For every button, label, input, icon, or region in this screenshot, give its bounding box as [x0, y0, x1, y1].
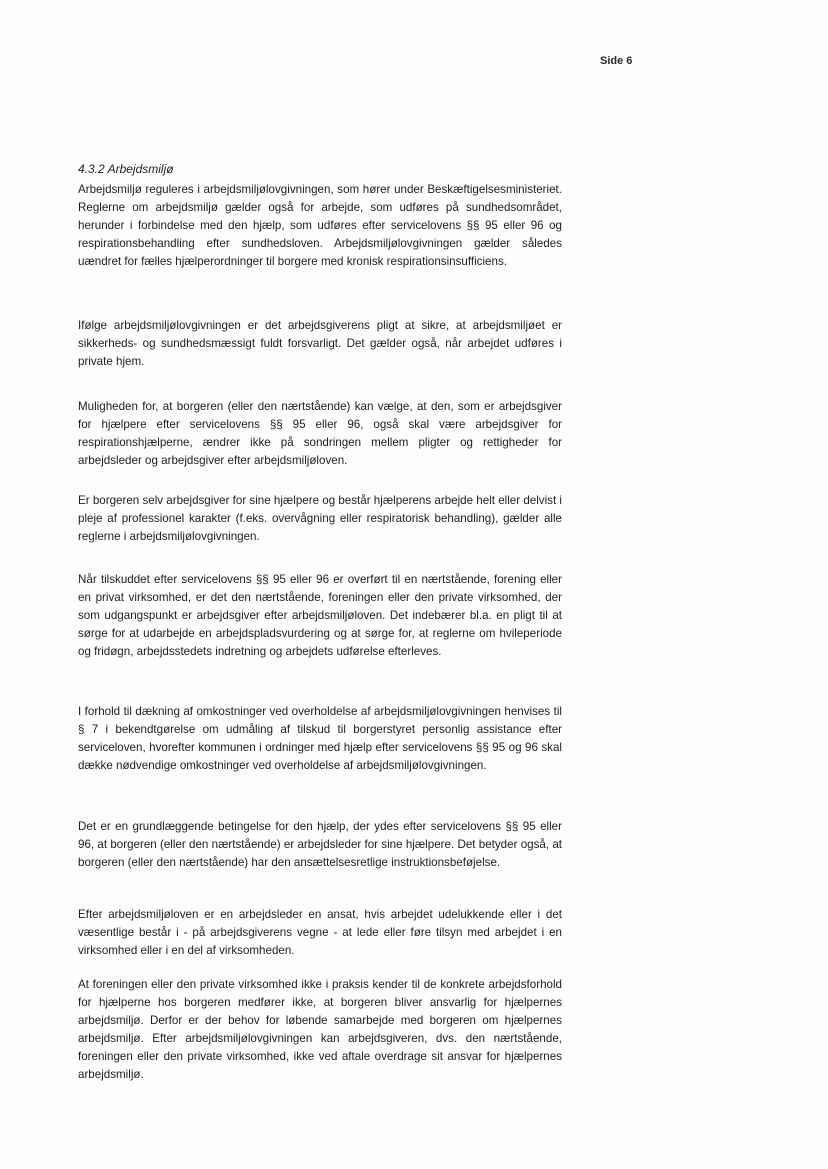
paragraph: Arbejdsmiljø reguleres i arbejdsmiljølovgivningen, som hører under Beskæftigelsesministeriet. Reglerne om arbejdsmiljø gælder også for arbejde, som udføres på sundhedsområdet, herunder i forbindelse med den hjælp, som udføres efter servicelovens §§ 95 eller 96 og respirationsbehandling efter sundhedsloven. Arbejdsmiljølovgivningen gælder således uændret for fælles hjælperordninger til borgere med kronisk respirationsinsufficiens.: [78, 183, 562, 268]
paragraph: Efter arbejdsmiljøloven er en arbejdsleder en ansat, hvis arbejdet udelukkende eller i det væsentlige består i - på arbejdsgiverens vegne - at lede eller føre tilsyn med arbejdet i en virksomhed eller i en del af virksomheden.: [78, 908, 562, 957]
section-heading: 4.3.2 Arbejdsmiljø: [78, 162, 174, 176]
paragraph: At foreningen eller den private virksomhed ikke i praksis kender til de konkrete arbejdsforhold for hjælperne hos borgeren medfører ikke, at borgeren bliver ansvarlig for hjælpernes arbejdsmiljø. Derfor er der behov for løbende samarbejde med borgeren om hjælpernes arbejdsmiljø. Efter arbejdsmiljølovgivningen kan arbejdsgiveren, dvs. den nærtstående, foreningen eller den private virksomhed, ikke ved aftale overdrage sit ansvar for hjælpernes arbejdsmiljø.: [78, 978, 562, 1081]
paragraph: I forhold til dækning af omkostninger ved overholdelse af arbejdsmiljølovgivningen henvises til § 7 i bekendtgørelse om udmåling af tilskud til borgerstyret personlig assistance efter serviceloven, hvorefter kommunen i ordninger med hjælp efter servicelovens §§ 95 og 96 skal dække nødvendige omkostninger ved overholdelse af arbejdsmiljølovgivningen.: [78, 705, 562, 772]
page-number: Side 6: [600, 55, 633, 67]
paragraph: Det er en grundlæggende betingelse for den hjælp, der ydes efter servicelovens §§ 95 eller 96, at borgeren (eller den nærtstående) er arbejdsleder for sine hjælpere. Det betyder også, at borgeren (eller den nærtstående) har den ansættelsesretlige instruktionsbeføjelse.: [78, 820, 562, 869]
paragraph: Er borgeren selv arbejdsgiver for sine hjælpere og består hjælperens arbejde helt eller delvist i pleje af professionel karakter (f.eks. overvågning eller respiratorisk behandling), gælder alle reglerne i arbejdsmiljølovgivningen.: [78, 494, 562, 543]
paragraph: Muligheden for, at borgeren (eller den nærtstående) kan vælge, at den, som er arbejdsgiver for hjælpere efter servicelovens §§ 95 eller 96, også skal være arbejdsgiver for respirationshjælperne, ændrer ikke på sondringen mellem pligter og rettigheder for arbejdsleder og arbejdsgiver efter arbejdsmiljøloven.: [78, 400, 562, 467]
paragraph: Når tilskuddet efter servicelovens §§ 95 eller 96 er overført til en nærtstående, forening eller en privat virksomhed, er det den nærtstående, foreningen eller den private virksomhed, der som udgangspunkt er arbejdsgiver efter arbejdsmiljøloven. Det indebærer bl.a. en pligt til at sørge for at udarbejde en arbejdspladsvurdering og at sørge for, at reglerne om hvileperiode og fridøgn, arbejdsstedets indretning og arbejdets udførelse efterleves.: [78, 573, 562, 658]
paragraph: Ifølge arbejdsmiljølovgivningen er det arbejdsgiverens pligt at sikre, at arbejdsmiljøet er sikkerheds- og sundhedsmæssigt fuldt forsvarligt. Det gælder også, når arbejdet udføres i private hjem.: [78, 319, 562, 368]
